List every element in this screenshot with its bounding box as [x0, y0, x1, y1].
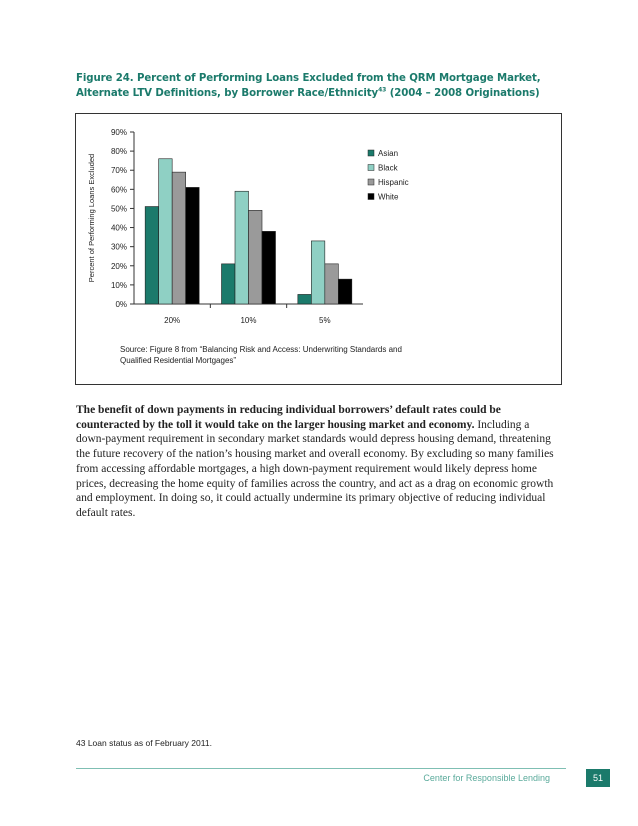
y-tick-label: 20% — [110, 261, 127, 271]
y-tick-label: 0% — [115, 300, 127, 309]
y-tick-label: 80% — [110, 147, 127, 157]
y-tick-label: 30% — [110, 242, 127, 252]
footnote: 43 Loan status as of February 2011. — [76, 738, 212, 748]
legend-label-black: Black — [378, 163, 398, 173]
x-tick-label: 20% — [164, 316, 181, 325]
figure-caption: Figure 24. Percent of Performing Loans Excluded from the QRM Mortgage Market, Alternate LTV Definitions, by Borrower Race/Ethnicity$^{43}$ (2004 – 2008 Originations) — [76, 73, 541, 99]
footer-organization: Center for Responsible Lending — [423, 773, 550, 783]
bar-hispanic-1 — [249, 210, 263, 304]
y-tick-label: 70% — [110, 166, 127, 176]
y-tick-label: 50% — [110, 204, 127, 214]
legend-label-hispanic: Hispanic — [378, 178, 409, 187]
legend-swatch-asian — [368, 150, 374, 156]
legend-swatch-white — [368, 194, 374, 200]
bar-asian-1 — [222, 264, 236, 304]
y-tick-label: 60% — [110, 185, 127, 195]
chart-source-note: Source: Figure 8 from “Balancing Risk and Access: Underwriting Standards and Qualified Residential Mortgages” — [120, 345, 402, 365]
body-rest-text: Including a down-payment requirement in secondary market standards would depress housing demand, threatening the future recovery of the nation’s housing market and overall economy. By excluding so many families from accessing affordable mortgages, a high down-payment requirement would likely depress home prices, decreasing the home equity of families across the country, and act as a drag on economic growth and employment. In doing so, it could actually undermine its primary objective of reducing individual default rates. — [76, 418, 554, 519]
bar-white-2 — [338, 279, 352, 304]
bar-hispanic-2 — [325, 264, 339, 304]
body-paragraph — [76, 403, 556, 521]
legend-label-white: White — [378, 192, 399, 202]
y-tick-label: 10% — [110, 280, 127, 290]
bar-black-0 — [159, 159, 173, 304]
y-axis-label: Percent of Performing Loans Excluded — [87, 153, 96, 283]
bar-asian-0 — [145, 207, 159, 304]
bar-white-1 — [262, 231, 276, 304]
bar-black-2 — [311, 241, 325, 304]
x-tick-label: 10% — [240, 316, 257, 325]
page-number: 51 — [586, 769, 610, 787]
bar-black-1 — [235, 191, 249, 304]
bar-asian-2 — [298, 294, 312, 304]
x-tick-label: 5% — [319, 316, 331, 325]
legend-label-asian: Asian — [378, 149, 399, 158]
bar-white-0 — [186, 187, 200, 304]
y-tick-label: 90% — [110, 128, 127, 137]
body-lead-sentence: The benefit of down payments in reducing individual borrowers’ default rates could be counteracted by the toll it would take on the larger housing market and economy. — [76, 404, 501, 431]
legend-swatch-black — [368, 165, 374, 171]
footer-divider — [76, 768, 566, 769]
bar-hispanic-0 — [172, 172, 186, 304]
legend-swatch-hispanic — [368, 179, 374, 185]
y-tick-label: 40% — [110, 223, 127, 233]
